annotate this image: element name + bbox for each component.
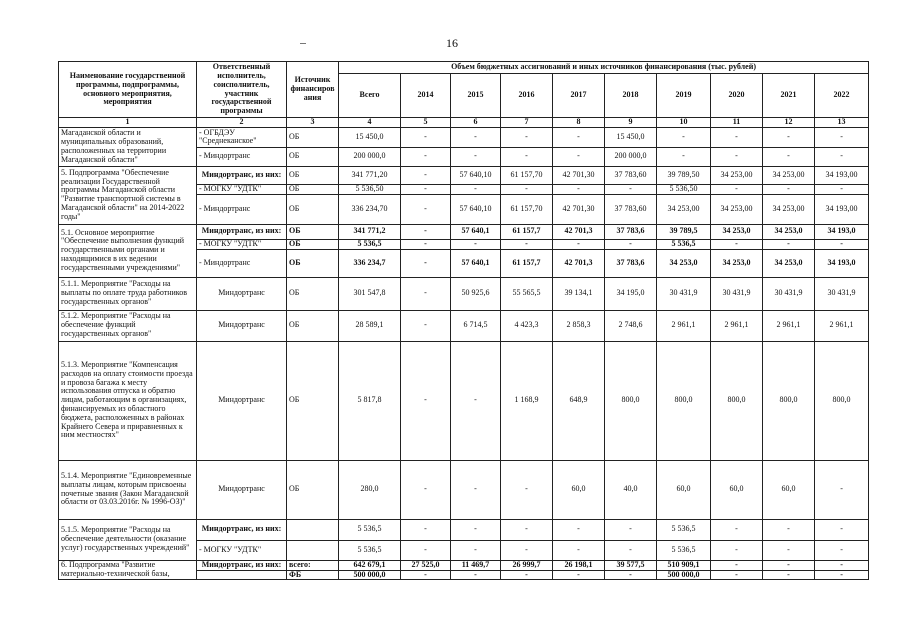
year-value-cell: - [815,147,869,166]
column-index: 2 [197,118,287,128]
executor-cell: - Миндортранс [197,194,287,224]
page-number: 16 [446,36,458,50]
year-value-cell: - [605,239,657,249]
year-value-cell: 30 431,9 [711,277,763,310]
year-value-cell: 11 469,7 [451,560,501,570]
header-group-title: Объем бюджетных ассигнований и иных источников финансирования (тыс. рублей) [339,62,869,74]
year-value-cell: - [711,540,763,560]
year-value-cell: 61 157,70 [501,194,553,224]
column-index: 6 [451,118,501,128]
program-name-cell: Магаданской области и муниципальных образований, расположенных на территории Магаданской области" [59,127,197,166]
year-value-cell: 2 748,6 [605,310,657,341]
year-value-cell: - [763,519,815,540]
year-value-cell: 60,0 [763,460,815,519]
year-value-cell: 42 701,3 [553,249,605,277]
year-value-cell: - [401,224,451,239]
table-row [59,560,869,570]
total-value-cell: 341 771,2 [339,224,401,239]
source-cell: всего: [287,560,339,570]
source-cell: ОБ [287,460,339,519]
year-value-cell: 37 783,6 [605,249,657,277]
year-value-cell: 60,0 [711,460,763,519]
table-row [59,166,869,184]
column-index: 5 [401,118,451,128]
year-value-cell: 5 536,5 [657,239,711,249]
total-value-cell: 280,0 [339,460,401,519]
year-value-cell: - [605,540,657,560]
year-value-cell: - [711,519,763,540]
year-value-cell: 39 577,5 [605,560,657,570]
header-year: 2020 [711,74,763,118]
year-value-cell: 500 000,0 [657,570,711,580]
year-value-cell: 34 193,00 [815,194,869,224]
header-name: Наименование государственной программы, подпрограммы, основного мероприятия, мероприятия [59,62,197,118]
year-value-cell: - [815,127,869,147]
header-total: Всего [339,74,401,118]
header-year: 2022 [815,74,869,118]
year-value-cell: 30 431,9 [815,277,869,310]
source-cell: ОБ [287,310,339,341]
source-cell: ОБ [287,166,339,184]
source-cell: ОБ [287,224,339,239]
year-value-cell: - [501,127,553,147]
year-value-cell: 2 961,1 [815,310,869,341]
year-value-cell: 39 789,5 [657,224,711,239]
year-value-cell: - [711,570,763,580]
year-value-cell: - [501,540,553,560]
year-value-cell: 34 253,0 [763,249,815,277]
year-value-cell: 34 193,0 [815,224,869,239]
year-value-cell: 1 168,9 [501,341,553,460]
year-value-cell: - [501,460,553,519]
year-value-cell: - [401,239,451,249]
year-value-cell: 60,0 [553,460,605,519]
executor-cell: Миндортранс [197,310,287,341]
source-cell: ОБ [287,249,339,277]
year-value-cell: - [711,239,763,249]
year-value-cell: - [401,147,451,166]
year-value-cell: 57 640,1 [451,224,501,239]
source-cell: ОБ [287,239,339,249]
header-executor: Ответственный исполнитель, соисполнитель, участник государственной программы [197,62,287,118]
year-value-cell: - [815,570,869,580]
year-value-cell: - [501,519,553,540]
year-value-cell: 800,0 [711,341,763,460]
year-value-cell: - [451,127,501,147]
header-year: 2021 [763,74,815,118]
year-value-cell: - [815,184,869,194]
year-value-cell: - [401,127,451,147]
year-value-cell: - [657,147,711,166]
year-value-cell: - [501,184,553,194]
year-value-cell: - [401,460,451,519]
scan-mark [300,43,306,44]
year-value-cell: 2 858,3 [553,310,605,341]
year-value-cell: - [553,127,605,147]
year-value-cell: 37 783,6 [605,224,657,239]
year-value-cell: - [401,540,451,560]
year-value-cell: - [815,239,869,249]
year-value-cell: - [763,239,815,249]
column-index: 10 [657,118,711,128]
column-index-row [59,118,869,128]
source-cell [287,540,339,560]
executor-cell: Миндортранс, из них: [197,166,287,184]
year-value-cell: - [451,184,501,194]
year-value-cell: - [815,560,869,570]
year-value-cell: - [501,147,553,166]
program-name-cell: 5.1.5. Мероприятие "Расходы на обеспечение деятельности (оказание услуг) государственных учреждений" [59,519,197,560]
executor-cell: - Миндортранс [197,147,287,166]
year-value-cell: 26 999,7 [501,560,553,570]
total-value-cell: 5 536,5 [339,540,401,560]
year-value-cell: - [401,166,451,184]
year-value-cell: 50 925,6 [451,277,501,310]
year-value-cell: - [401,341,451,460]
year-value-cell: - [553,184,605,194]
year-value-cell: 800,0 [763,341,815,460]
year-value-cell: 5 536,5 [657,540,711,560]
year-value-cell: 34 253,00 [711,194,763,224]
year-value-cell: 4 423,3 [501,310,553,341]
executor-cell: - МОГКУ "УДТК" [197,184,287,194]
year-value-cell: - [451,147,501,166]
year-value-cell: 34 253,00 [657,194,711,224]
year-value-cell: - [763,127,815,147]
year-value-cell: 42 701,3 [553,224,605,239]
total-value-cell: 336 234,70 [339,194,401,224]
column-index: 9 [605,118,657,128]
year-value-cell: 55 565,5 [501,277,553,310]
year-value-cell: 5 536,50 [657,184,711,194]
executor-cell: Миндортранс [197,460,287,519]
year-value-cell: 60,0 [657,460,711,519]
year-value-cell: - [605,519,657,540]
year-value-cell: 61 157,7 [501,224,553,239]
year-value-cell: 37 783,60 [605,194,657,224]
year-value-cell: 57 640,10 [451,194,501,224]
year-value-cell: 34 253,0 [763,224,815,239]
executor-cell: - МОГКУ "УДТК" [197,540,287,560]
year-value-cell: 30 431,9 [657,277,711,310]
year-value-cell: 39 134,1 [553,277,605,310]
source-cell: ОБ [287,127,339,147]
year-value-cell: - [451,540,501,560]
year-value-cell: - [815,519,869,540]
year-value-cell: - [605,184,657,194]
year-value-cell: - [401,194,451,224]
program-name-cell: 5.1.3. Мероприятие "Компенсация расходов на оплату стоимости проезда и провоза багажа к месту использования отпуска и обратно лицам, работающим в организациях, финансируемых из областного бюджета, расположенных в районах Крайнего Севера и приравненных к ним местностях" [59,341,197,460]
year-value-cell: 5 536,5 [657,519,711,540]
year-value-cell: 800,0 [657,341,711,460]
year-value-cell: 34 253,00 [763,166,815,184]
year-value-cell: 34 253,0 [711,224,763,239]
source-cell: ОБ [287,194,339,224]
source-cell: ОБ [287,277,339,310]
year-value-cell: 15 450,0 [605,127,657,147]
year-value-cell: - [763,184,815,194]
header-year: 2019 [657,74,711,118]
total-value-cell: 15 450,0 [339,127,401,147]
year-value-cell: 57 640,1 [451,249,501,277]
table-row [59,310,869,341]
total-value-cell: 336 234,7 [339,249,401,277]
year-value-cell: 34 195,0 [605,277,657,310]
total-value-cell: 200 000,0 [339,147,401,166]
column-index: 8 [553,118,605,128]
executor-cell: Миндортранс [197,277,287,310]
year-value-cell: - [553,239,605,249]
year-value-cell: - [451,460,501,519]
executor-cell: - ОГБДЭУ "Среднеканское" [197,127,287,147]
total-value-cell: 642 679,1 [339,560,401,570]
year-value-cell: - [401,249,451,277]
year-value-cell: - [451,341,501,460]
table-row [59,341,869,460]
year-value-cell: - [763,560,815,570]
source-cell: ОБ [287,147,339,166]
total-value-cell: 5 536,50 [339,184,401,194]
year-value-cell: - [451,519,501,540]
table-row [59,460,869,519]
executor-cell: Миндортранс, из них: [197,560,287,570]
year-value-cell: - [711,184,763,194]
year-value-cell: 57 640,10 [451,166,501,184]
year-value-cell: 30 431,9 [763,277,815,310]
year-value-cell: - [815,460,869,519]
total-value-cell: 5 817,8 [339,341,401,460]
year-value-cell: - [763,147,815,166]
year-value-cell: 200 000,0 [605,147,657,166]
table-row [59,224,869,239]
year-value-cell: - [763,570,815,580]
year-value-cell: - [711,560,763,570]
year-value-cell: 34 253,00 [763,194,815,224]
year-value-cell: 42 701,30 [553,194,605,224]
source-cell: ФБ [287,570,339,580]
year-value-cell: 800,0 [815,341,869,460]
year-value-cell: 42 701,30 [553,166,605,184]
column-index: 12 [763,118,815,128]
table-row [59,127,869,147]
year-value-cell: - [815,540,869,560]
year-value-cell: - [605,570,657,580]
total-value-cell: 5 536,5 [339,519,401,540]
executor-cell: - МОГКУ "УДТК" [197,239,287,249]
table-body [59,127,869,580]
header-year: 2017 [553,74,605,118]
year-value-cell: - [501,570,553,580]
year-value-cell: - [401,184,451,194]
year-value-cell: - [553,570,605,580]
year-value-cell: 6 714,5 [451,310,501,341]
header-year: 2014 [401,74,451,118]
year-value-cell: 2 961,1 [657,310,711,341]
executor-cell: - Миндортранс [197,249,287,277]
year-value-cell: 26 198,1 [553,560,605,570]
total-value-cell: 341 771,20 [339,166,401,184]
year-value-cell: 40,0 [605,460,657,519]
year-value-cell: - [401,277,451,310]
program-name-cell: 5. Подпрограмма "Обеспечение реализации Государственной программы Магаданской области "Развитие транспортной системы в Магаданской области" на 2014-2022 годы" [59,166,197,224]
year-value-cell: - [763,540,815,560]
year-value-cell: 510 909,1 [657,560,711,570]
source-cell: ОБ [287,341,339,460]
column-index: 13 [815,118,869,128]
year-value-cell: 61 157,70 [501,166,553,184]
year-value-cell: 39 789,50 [657,166,711,184]
header-year: 2015 [451,74,501,118]
header-year: 2016 [501,74,553,118]
column-index: 7 [501,118,553,128]
year-value-cell: - [553,147,605,166]
header-year: 2018 [605,74,657,118]
year-value-cell: - [657,127,711,147]
year-value-cell: - [553,519,605,540]
year-value-cell: 61 157,7 [501,249,553,277]
year-value-cell: - [711,147,763,166]
program-name-cell: 5.1.2. Мероприятие "Расходы на обеспечение функций государственных органов" [59,310,197,341]
year-value-cell: 37 783,60 [605,166,657,184]
source-cell: ОБ [287,184,339,194]
year-value-cell: 27 525,0 [401,560,451,570]
total-value-cell: 301 547,8 [339,277,401,310]
total-value-cell: 500 000,0 [339,570,401,580]
column-index: 11 [711,118,763,128]
header-source: Источник финансиров ания [287,62,339,118]
year-value-cell: 34 193,0 [815,249,869,277]
table-row [59,519,869,540]
total-value-cell: 5 536,5 [339,239,401,249]
year-value-cell: - [451,239,501,249]
year-value-cell: - [711,127,763,147]
year-value-cell: 34 253,0 [657,249,711,277]
year-value-cell: 648,9 [553,341,605,460]
budget-table [58,61,869,580]
year-value-cell: 34 253,0 [711,249,763,277]
executor-cell: Миндортранс, из них: [197,519,287,540]
program-name-cell: 6. Подпрограмма "Развитие материально-технической базы, [59,560,197,580]
total-value-cell: 28 589,1 [339,310,401,341]
source-cell [287,519,339,540]
year-value-cell: - [501,239,553,249]
year-value-cell: - [401,519,451,540]
program-name-cell: 5.1.4. Мероприятие "Единовременные выплаты лицам, которым присвоены почетные звания (Закон Магаданской области от 03.03.2016г. № 1996-ОЗ)" [59,460,197,519]
year-value-cell: - [401,570,451,580]
year-value-cell: - [401,310,451,341]
year-value-cell: 34 193,00 [815,166,869,184]
year-value-cell: 800,0 [605,341,657,460]
year-value-cell: 2 961,1 [711,310,763,341]
column-index: 4 [339,118,401,128]
year-value-cell: - [451,570,501,580]
table-row [59,277,869,310]
executor-cell: Миндортранс [197,341,287,460]
program-name-cell: 5.1.1. Мероприятие "Расходы на выплаты по оплате труда работников государственных органов" [59,277,197,310]
column-index: 3 [287,118,339,128]
executor-cell: Миндортранс, из них: [197,224,287,239]
column-index: 1 [59,118,197,128]
executor-cell [197,570,287,580]
year-value-cell: 2 961,1 [763,310,815,341]
year-value-cell: - [553,540,605,560]
program-name-cell: 5.1. Основное мероприятие "Обеспечение выполнения функций государственными органами и находящимися в их ведении государственными учреждениями" [59,224,197,277]
year-value-cell: 34 253,00 [711,166,763,184]
